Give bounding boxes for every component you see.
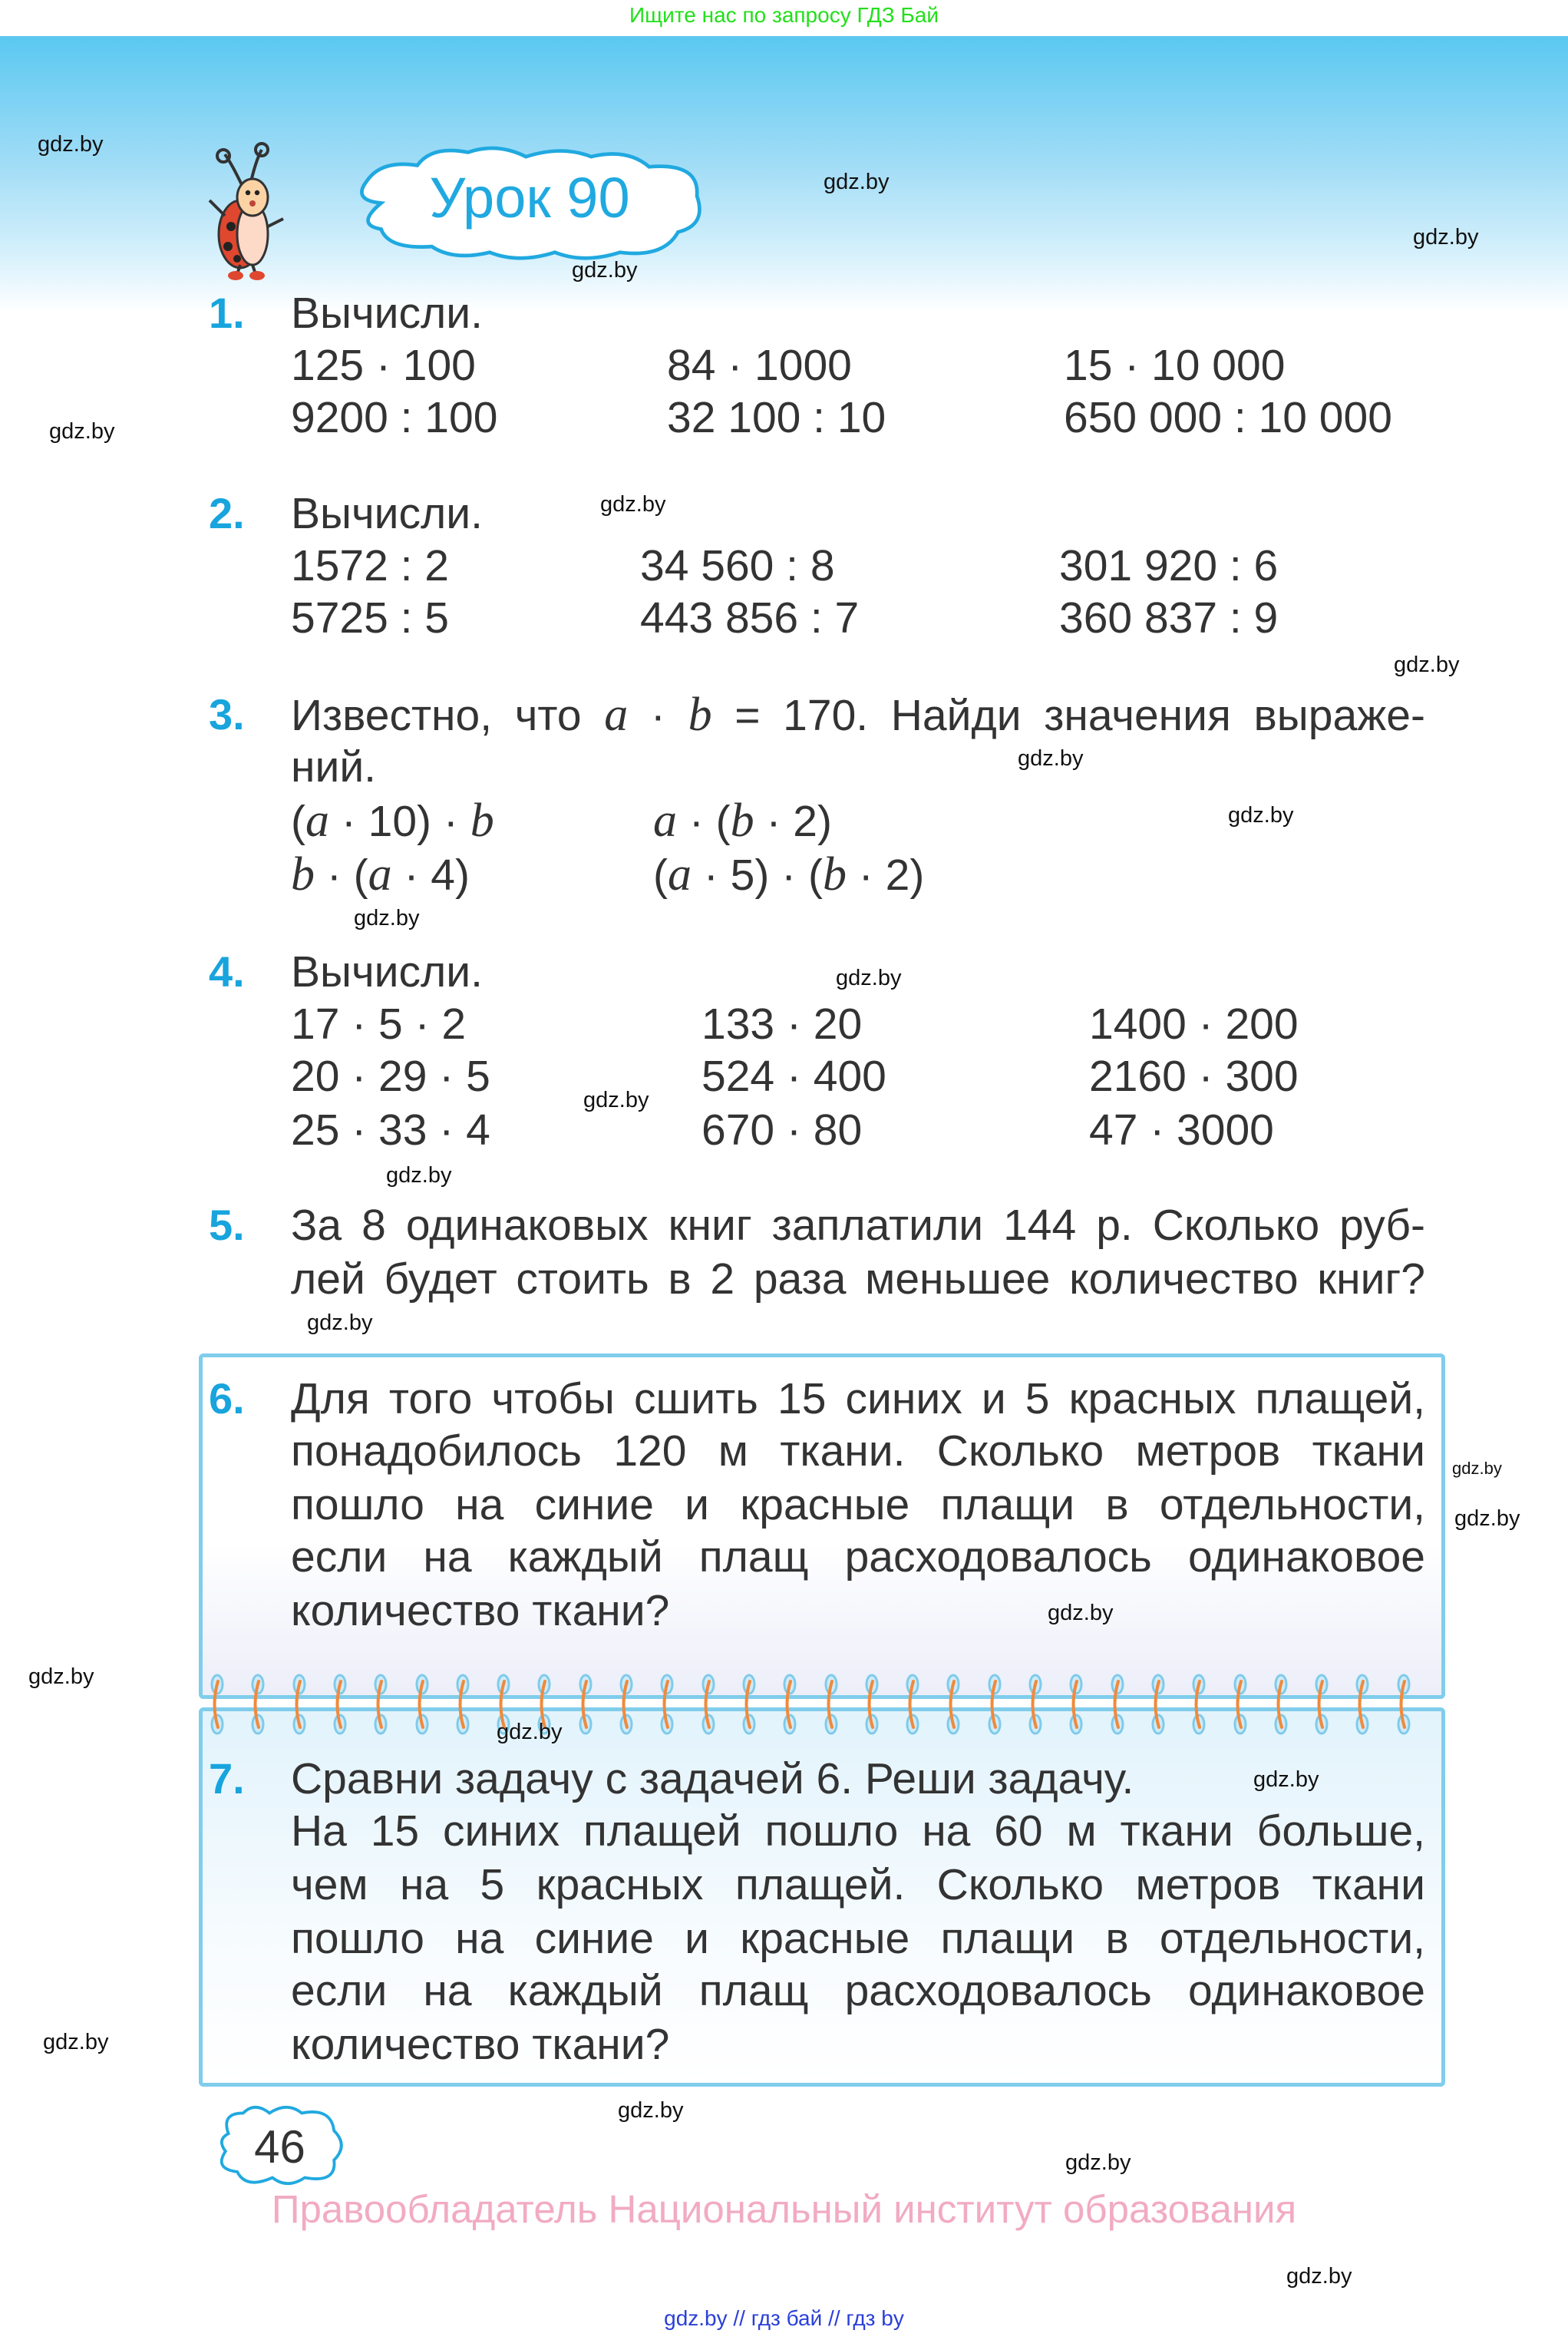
spiral-ring-icon xyxy=(1230,1674,1250,1735)
task-4-expr: 133 · 20 xyxy=(701,1000,863,1049)
spiral-ring-icon xyxy=(1025,1674,1045,1735)
watermark: gdz.by xyxy=(1286,2264,1352,2289)
task-1-expr: 32 100 : 10 xyxy=(667,393,886,442)
spiral-ring-icon xyxy=(453,1674,473,1735)
watermark: gdz.by xyxy=(583,1088,649,1112)
spiral-ring-icon xyxy=(289,1674,309,1735)
task-5-text: За 8 одинаковых книг заплатили 144 р. Сколько руб- xyxy=(291,1201,1425,1250)
top-note[interactable]: Ищите нас по запросу ГДЗ Бай xyxy=(629,3,939,27)
spiral-ring-icon xyxy=(1312,1674,1332,1735)
watermark: gdz.by xyxy=(1452,1459,1502,1478)
task-7-text: чем на 5 красных плащей. Сколько метров ткани xyxy=(291,1860,1425,1909)
task-2-expr: 443 856 : 7 xyxy=(640,593,860,643)
task-6-text: если на каждый плащ расходовалось одинаковое xyxy=(291,1532,1425,1581)
watermark: gdz.by xyxy=(43,2030,109,2054)
task-1-expr: 84 · 1000 xyxy=(667,341,852,390)
spiral-ring-icon xyxy=(903,1674,923,1735)
lesson-title: Урок 90 xyxy=(429,166,630,230)
watermark: gdz.by xyxy=(386,1163,452,1188)
task-7-text: Сравни задачу с задачей 6. Реши задачу. xyxy=(291,1754,1134,1803)
watermark: gdz.by xyxy=(1065,2150,1131,2175)
watermark: gdz.by xyxy=(1413,225,1479,250)
watermark: gdz.by xyxy=(1253,1767,1319,1792)
task-4-expr: 670 · 80 xyxy=(701,1106,863,1155)
task-4-expr: 1400 · 200 xyxy=(1089,1000,1299,1049)
task-4-expr: 25 · 33 · 4 xyxy=(291,1106,490,1155)
watermark: gdz.by xyxy=(28,1664,94,1689)
watermark: gdz.by xyxy=(354,906,420,930)
task-7-text: пошло на синие и красные плащи в отдельности, xyxy=(291,1914,1425,1963)
spiral-ring-icon xyxy=(1148,1674,1168,1735)
task-1-expr: 125 · 100 xyxy=(291,341,476,390)
task-1-expr: 650 000 : 10 000 xyxy=(1064,393,1392,442)
spiral-ring-icon xyxy=(616,1674,636,1735)
watermark: gdz.by xyxy=(824,170,890,194)
task-4-expr: 524 · 400 xyxy=(701,1052,886,1101)
spiral-ring-icon xyxy=(1394,1674,1414,1735)
spiral-ring-icon xyxy=(248,1674,268,1735)
watermark: gdz.by xyxy=(1018,746,1084,771)
task-3-number: 3. xyxy=(209,690,245,739)
task-7-text: На 15 синих плащей пошло на 60 м ткани больше, xyxy=(291,1806,1425,1856)
task-6-text: количество ткани? xyxy=(291,1586,670,1635)
task-2-expr: 360 837 : 9 xyxy=(1059,593,1279,643)
watermark: gdz.by xyxy=(836,966,902,990)
spiral-ring-icon xyxy=(1352,1674,1372,1735)
task-2-expr: 301 920 : 6 xyxy=(1059,541,1279,590)
watermark: gdz.by xyxy=(572,258,638,283)
watermark: gdz.by xyxy=(49,419,115,444)
task-6-text: понадобилось 120 м ткани. Сколько метров ткани xyxy=(291,1426,1425,1476)
task-4-expr: 20 · 29 · 5 xyxy=(291,1052,490,1101)
task-2-expr: 5725 : 5 xyxy=(291,593,450,643)
watermark: gdz.by xyxy=(1394,653,1460,677)
spiral-ring-icon xyxy=(412,1674,432,1735)
task-3-expr: a · (b · 2) xyxy=(653,795,832,847)
spiral-ring-icon xyxy=(821,1674,841,1735)
spiral-ring-icon xyxy=(371,1674,391,1735)
task-4-expr: 47 · 3000 xyxy=(1089,1106,1274,1155)
page-number: 46 xyxy=(254,2121,305,2173)
spiral-ring-icon xyxy=(1066,1674,1086,1735)
ladybug-mascot-icon xyxy=(194,142,302,280)
spiral-ring-icon xyxy=(1189,1674,1209,1735)
watermark: gdz.by xyxy=(1454,1506,1520,1531)
task-4-expr: 2160 · 300 xyxy=(1089,1052,1299,1101)
task-1-expr: 15 · 10 000 xyxy=(1064,341,1286,390)
task-6-text: пошло на синие и красные плащи в отдельности, xyxy=(291,1480,1425,1529)
task-3-expr: b · (a · 4) xyxy=(291,848,470,901)
task-7-text: количество ткани? xyxy=(291,2020,670,2069)
watermark: gdz.by xyxy=(618,2098,684,2123)
task-3-text: ний. xyxy=(291,742,376,792)
task-1-title: Вычисли. xyxy=(291,289,483,338)
task-4-title: Вычисли. xyxy=(291,947,483,996)
task-4-expr: 17 · 5 · 2 xyxy=(291,1000,467,1049)
spiral-ring-icon xyxy=(985,1674,1005,1735)
spiral-ring-icon xyxy=(330,1674,350,1735)
task-3-expr: (a · 10) · b xyxy=(291,795,494,847)
spiral-ring-icon xyxy=(1271,1674,1291,1735)
watermark: gdz.by xyxy=(307,1310,373,1335)
task-2-number: 2. xyxy=(209,489,245,537)
watermark: gdz.by xyxy=(1228,803,1294,828)
spiral-ring-icon xyxy=(207,1674,227,1735)
task-5-number: 5. xyxy=(209,1201,245,1249)
task-2-expr: 34 560 : 8 xyxy=(640,541,835,590)
watermark: gdz.by xyxy=(497,1720,563,1744)
task-1-number: 1. xyxy=(209,289,245,337)
task-6-number: 6. xyxy=(209,1374,245,1423)
task-2-expr: 1572 : 2 xyxy=(291,541,450,590)
task-2-title: Вычисли. xyxy=(291,489,483,538)
footer-links[interactable]: gdz.by // гдз бай // гдз by xyxy=(664,2306,904,2330)
spiral-ring-icon xyxy=(780,1674,800,1735)
task-3-text: Известно, что a · b = 170. Найди значения выраже- xyxy=(291,689,1425,741)
spiral-ring-icon xyxy=(657,1674,677,1735)
task-5-text: лей будет стоить в 2 раза меньшее количество книг? xyxy=(291,1254,1425,1304)
watermark: gdz.by xyxy=(1048,1601,1114,1625)
spiral-ring-icon xyxy=(862,1674,882,1735)
task-6-text: Для того чтобы сшить 15 синих и 5 красных плащей, xyxy=(291,1374,1425,1423)
spiral-ring-icon xyxy=(576,1674,596,1735)
task-7-number: 7. xyxy=(209,1754,245,1803)
task-7-text: если на каждый плащ расходовалось одинаковое xyxy=(291,1966,1425,2015)
spiral-ring-icon xyxy=(739,1674,759,1735)
spiral-ring-icon xyxy=(1108,1674,1127,1735)
watermark: gdz.by xyxy=(38,132,104,157)
copyright-notice: Правообладатель Национальный институт образования xyxy=(271,2187,1297,2231)
watermark: gdz.by xyxy=(600,492,666,517)
spiral-ring-icon xyxy=(943,1674,963,1735)
task-3-expr: (a · 5) · (b · 2) xyxy=(653,848,925,901)
spiral-ring-icon xyxy=(698,1674,718,1735)
task-4-number: 4. xyxy=(209,947,245,996)
task-1-expr: 9200 : 100 xyxy=(291,393,498,442)
notebook-spiral xyxy=(207,1674,1435,1735)
